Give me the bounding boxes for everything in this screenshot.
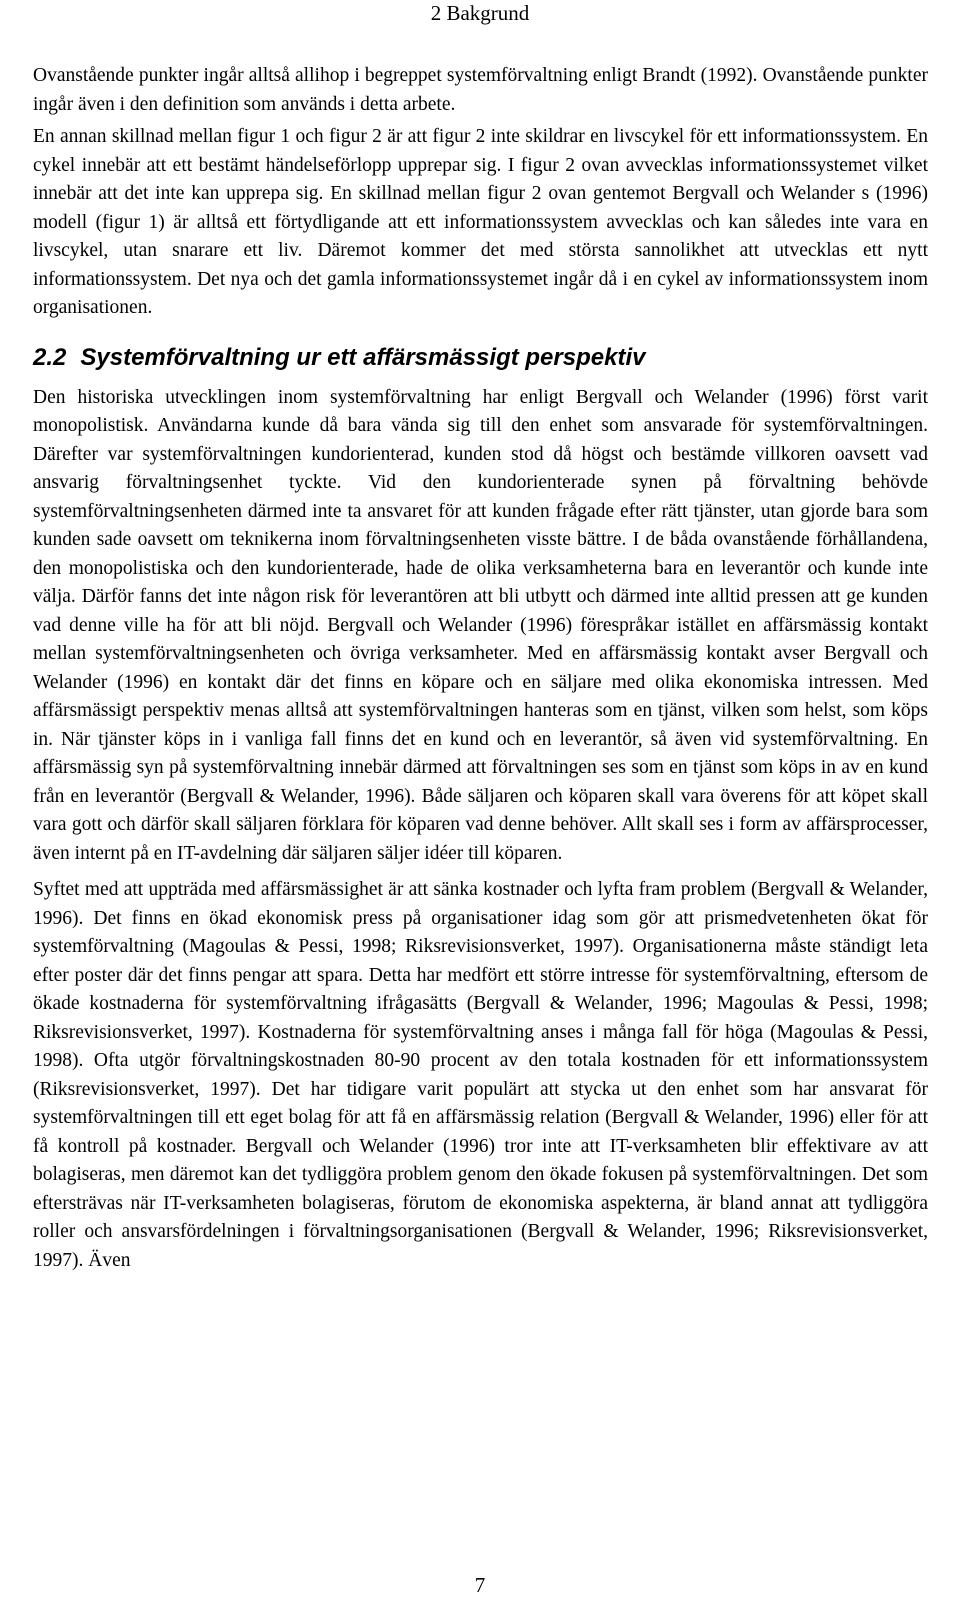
page-content [33, 62, 928, 1275]
page-number: 7 [474, 1573, 486, 1597]
paragraph-purpose: Syftet med att uppträda med affärsmässighet är att sänka kostnader och lyfta fram problem (Bergvall & Welander, 1996). Det finns en ökad ekonomisk press på organisationer idag som gör att prismedvetenheten ökat för systemförvaltning (Magoulas & Pessi, 1998; Riksrevisionsverket, 1997). Organisationerna måste ständigt leta efter poster där det finns pengar att spara. Detta har medfört ett större intresse för systemförvaltning, eftersom de ökade kostnaderna för systemförvaltning ifrågasätts (Bergvall & Welander, 1996; Magoulas & Pessi, 1998; Riksrevisionsverket, 1997). Kostnaderna för systemförvaltning anses i många fall för höga (Magoulas & Pessi, 1998). Ofta utgör förvaltningskostnaden 80-90 procent av den totala kostnaden för ett informationssystem (Riksrevisionsverket, 1997). Det har tidigare varit populärt att stycka ut den enhet som har ansvarat för systemförvaltningen till ett eget bolag för att få en affärsmässig relation (Bergvall & Welander, 1996) eller för att få kontroll på kostnader. Bergvall och Welander (1996) tror inte att IT-verksamheten blir effektivare av att bolagiseras, men däremot kan det tydliggöra problem genom den ökade fokusen på systemförvaltningen. Det som eftersträvas när IT-verksamheten bolagiseras, förutom de ekonomiska aspekterna, är bland annat att tydliggöra roller och ansvarsfördelningen i förvaltningsorganisationen (Bergvall & Welander, 1996; Riksrevisionsverket, 1997). Även [33, 879, 928, 1271]
running-header: 2 Bakgrund [430, 1, 530, 25]
section-title: Systemförvaltning ur ett affärsmässigt perspektiv [80, 343, 646, 371]
paragraph-lifecycle: En annan skillnad mellan figur 1 och figur 2 är att figur 2 inte skildrar en livscykel för ett informationssystem. En cykel innebär att ett bestämt händelseförlopp upprepar sig. I figur 2 ovan avvecklas informationssystemet vilket innebär att det inte kan upprepa sig. En skillnad mellan figur 2 ovan gentemot Bergvall och Welander s (1996) modell (figur 1) är alltså ett förtydligande att ett informationssystem avvecklas och kan således inte vara en livscykel, utan snarare ett liv. Däremot kommer det med största sannolikhet att utvecklas ett nytt informationssystem. Det nya och det gamla informationssystemet ingår då i en cykel av informationssystem inom organisationen. [33, 126, 928, 318]
section-number: 2.2 [33, 343, 67, 371]
section-heading [33, 343, 928, 373]
paragraph-intro: Ovanstående punkter ingår alltså allihop i begreppet systemförvaltning enligt Brandt (1992). Ovanstående punkter ingår även i den definition som används i detta arbete. [33, 65, 928, 115]
paragraph-history: Den historiska utvecklingen inom systemförvaltning har enligt Bergvall och Welander (1996) först varit monopolistisk. Användarna kunde då bara vända sig till den enhet som ansvarade för systemförvaltningen. Därefter var systemförvaltningen kundorienterad, kunden stod då högst och bestämde villkoren oavsett vad ansvarig förvaltningsenhet tyckte. Vid den kundorienterade synen på förvaltning behövde systemförvaltningsenheten därmed inte ta ansvaret för att kunden frågade efter rätt tjänster, utan gjorde bara som kunden sade oavsett om teknikerna inom förvaltningsenheten visste bättre. I de båda ovanstående förhållandena, den monopolistiska och den kundorienterade, hade de olika verksamheterna bara en leverantör och kunde inte välja. Därför fanns det inte någon risk för leverantören att bli utbytt och därmed inte alltid pressen att ge kunden vad denne ville ha för att bli nöjd. Bergvall och Welander (1996) förespråkar istället en affärsmässig kontakt mellan systemförvaltningsenheten och övriga verksamheter. Med en affärsmässig kontakt avser Bergvall och Welander (1996) en kontakt där det finns en köpare och en säljare med olika ekonomiska intressen. Med affärsmässigt perspektiv menas alltså att systemförvaltningen hanteras som en tjänst, vilken som helst, som köps in. När tjänster köps in i vanliga fall finns det en kund och en leverantör, så även vid systemförvaltning. En affärsmässig syn på systemförvaltning innebär därmed att förvaltningen ses som en tjänst som köps in av en kund från en leverantör (Bergvall & Welander, 1996). Både säljaren och köparen skall vara överens för att köpet skall vara gott och därför skall säljaren förklara för köparen vad denne behöver. Allt skall ses i form av affärsprocesser, även internt på en IT-avdelning där säljaren säljer idéer till köparen. [33, 386, 928, 864]
